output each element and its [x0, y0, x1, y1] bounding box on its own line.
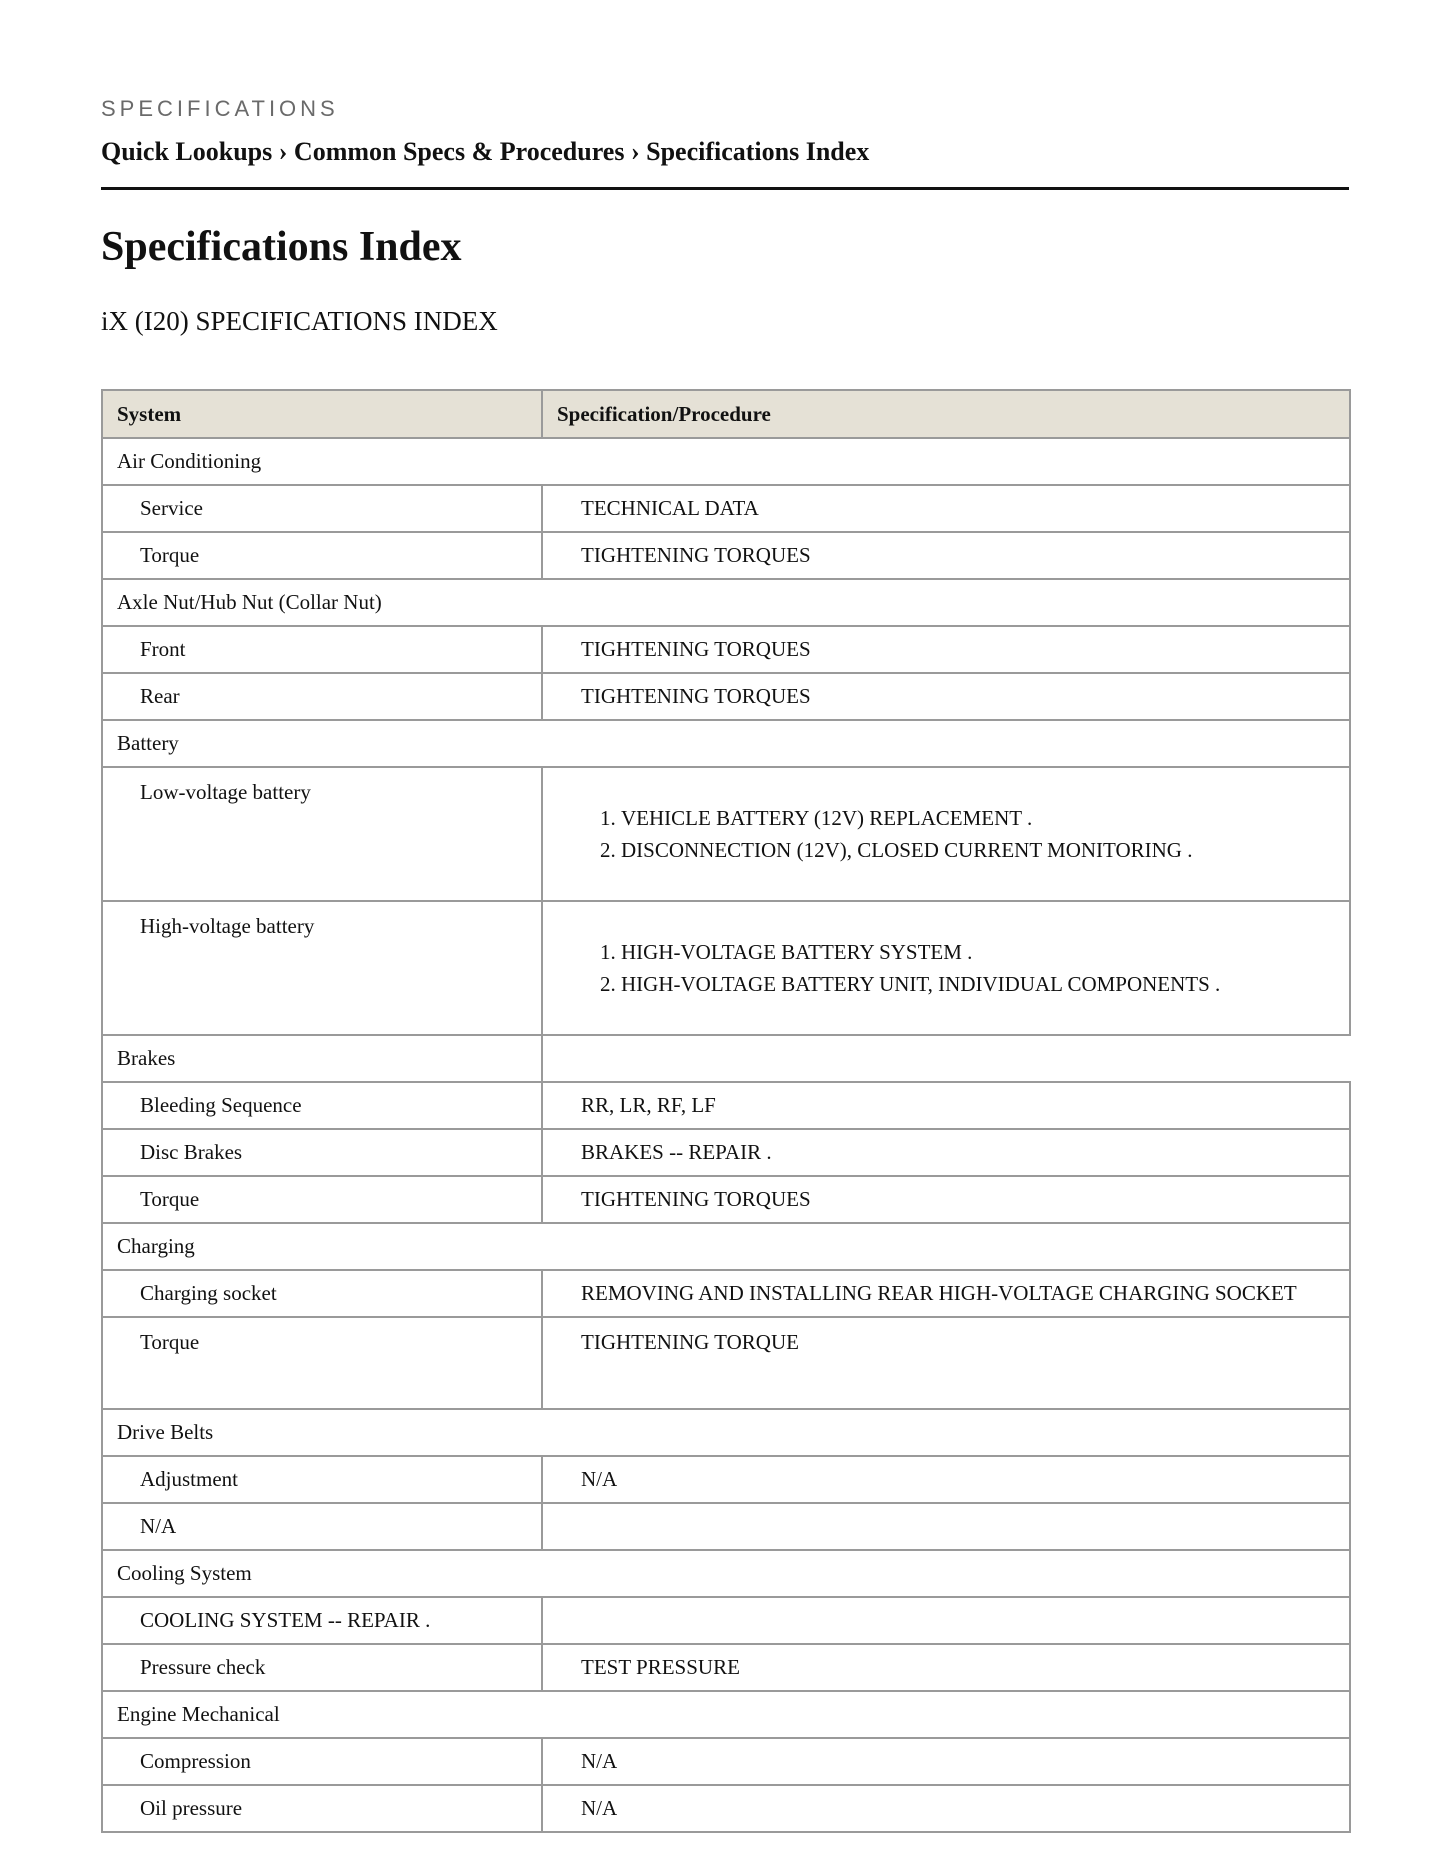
spec-link[interactable]: TIGHTENING TORQUES: [542, 532, 1350, 579]
spec-value: [542, 1597, 1350, 1644]
section-label: SPECIFICATIONS: [101, 96, 339, 121]
item-name: Torque: [102, 1317, 542, 1409]
item-link[interactable]: COOLING SYSTEM -- REPAIR .: [102, 1597, 542, 1644]
system-row: [102, 1409, 1350, 1456]
item-name: N/A: [102, 1503, 542, 1550]
column-header-spec: Specification/Procedure: [542, 390, 1350, 438]
spec-link[interactable]: TIGHTENING TORQUES: [542, 626, 1350, 673]
procedure-list: [581, 936, 1335, 1000]
table-row: [102, 1456, 1350, 1503]
system-row: [102, 1691, 1350, 1738]
table-row: [102, 1176, 1350, 1223]
system-row: [102, 438, 1350, 485]
table-row: [102, 1503, 1350, 1550]
system-row: [102, 1550, 1350, 1597]
spec-link[interactable]: TEST PRESSURE: [542, 1644, 1350, 1691]
page-subtitle: iX (I20) SPECIFICATIONS INDEX: [101, 306, 498, 336]
table-row: [102, 767, 1350, 901]
item-name: Torque: [102, 1176, 542, 1223]
procedure-link[interactable]: 2. DISCONNECTION (12V), CLOSED CURRENT MONITORING .: [621, 834, 1335, 866]
item-name: Charging socket: [102, 1270, 542, 1317]
item-name: Bleeding Sequence: [102, 1082, 542, 1129]
table-header-row: [102, 390, 1350, 438]
item-name: Low-voltage battery: [102, 767, 542, 901]
item-name: Service: [102, 485, 542, 532]
spec-value: N/A: [542, 1738, 1350, 1785]
spec-link[interactable]: TIGHTENING TORQUE: [542, 1317, 1350, 1409]
procedure-link[interactable]: 2. HIGH-VOLTAGE BATTERY UNIT, INDIVIDUAL COMPONENTS .: [621, 968, 1335, 1000]
breadcrumb-item-quick-lookups[interactable]: Quick Lookups: [101, 137, 273, 166]
system-name: Brakes: [102, 1035, 542, 1082]
spec-value: RR, LR, RF, LF: [542, 1082, 1350, 1129]
breadcrumb-separator: ›: [278, 137, 288, 166]
system-name: Drive Belts: [102, 1409, 1350, 1456]
table-row: [102, 485, 1350, 532]
spec-link[interactable]: TECHNICAL DATA: [542, 485, 1350, 532]
spec-value: N/A: [542, 1785, 1350, 1832]
system-name: Charging: [102, 1223, 1350, 1270]
table-row: [102, 1317, 1350, 1409]
table-row: [102, 532, 1350, 579]
table-row: [102, 901, 1350, 1035]
item-name: Rear: [102, 673, 542, 720]
spec-link[interactable]: TIGHTENING TORQUES: [542, 673, 1350, 720]
table-row: [102, 1597, 1350, 1644]
spec-value: [542, 1503, 1350, 1550]
item-name: Oil pressure: [102, 1785, 542, 1832]
item-name: Pressure check: [102, 1644, 542, 1691]
header-divider: [101, 187, 1349, 190]
breadcrumb: [101, 137, 869, 167]
column-header-system: System: [102, 390, 542, 438]
system-row: [102, 1223, 1350, 1270]
system-row: [102, 1035, 1350, 1082]
table-row: [102, 1644, 1350, 1691]
spec-list-cell: [542, 767, 1350, 901]
breadcrumb-item-specifications-index: Specifications Index: [646, 137, 870, 166]
system-name: Cooling System: [102, 1550, 1350, 1597]
item-name: Front: [102, 626, 542, 673]
page-title: Specifications Index: [101, 224, 462, 270]
spec-value: N/A: [542, 1456, 1350, 1503]
table-row: [102, 1129, 1350, 1176]
procedure-link[interactable]: 1. HIGH-VOLTAGE BATTERY SYSTEM .: [621, 936, 1335, 968]
table-row: [102, 1738, 1350, 1785]
specifications-table: [101, 389, 1351, 1833]
breadcrumb-item-common-specs[interactable]: Common Specs & Procedures: [293, 137, 625, 166]
empty-cell: [542, 1035, 1350, 1082]
item-name: High-voltage battery: [102, 901, 542, 1035]
spec-link[interactable]: REMOVING AND INSTALLING REAR HIGH-VOLTAGE CHARGING SOCKET: [542, 1270, 1350, 1317]
spec-link[interactable]: BRAKES -- REPAIR .: [542, 1129, 1350, 1176]
procedure-list: [581, 802, 1335, 866]
spec-link[interactable]: TIGHTENING TORQUES: [542, 1176, 1350, 1223]
system-row: [102, 579, 1350, 626]
system-name: Air Conditioning: [102, 438, 1350, 485]
item-name: Disc Brakes: [102, 1129, 542, 1176]
table-row: [102, 626, 1350, 673]
item-name: Adjustment: [102, 1456, 542, 1503]
table-row: [102, 1785, 1350, 1832]
spec-list-cell: [542, 901, 1350, 1035]
system-name: Axle Nut/Hub Nut (Collar Nut): [102, 579, 1350, 626]
system-name: Engine Mechanical: [102, 1691, 1350, 1738]
table-row: [102, 1270, 1350, 1317]
table-row: [102, 673, 1350, 720]
item-name: Torque: [102, 532, 542, 579]
item-name: Compression: [102, 1738, 542, 1785]
system-row: [102, 720, 1350, 767]
system-name: Battery: [102, 720, 1350, 767]
procedure-link[interactable]: 1. VEHICLE BATTERY (12V) REPLACEMENT .: [621, 802, 1335, 834]
breadcrumb-separator: ›: [630, 137, 640, 166]
table-row: [102, 1082, 1350, 1129]
